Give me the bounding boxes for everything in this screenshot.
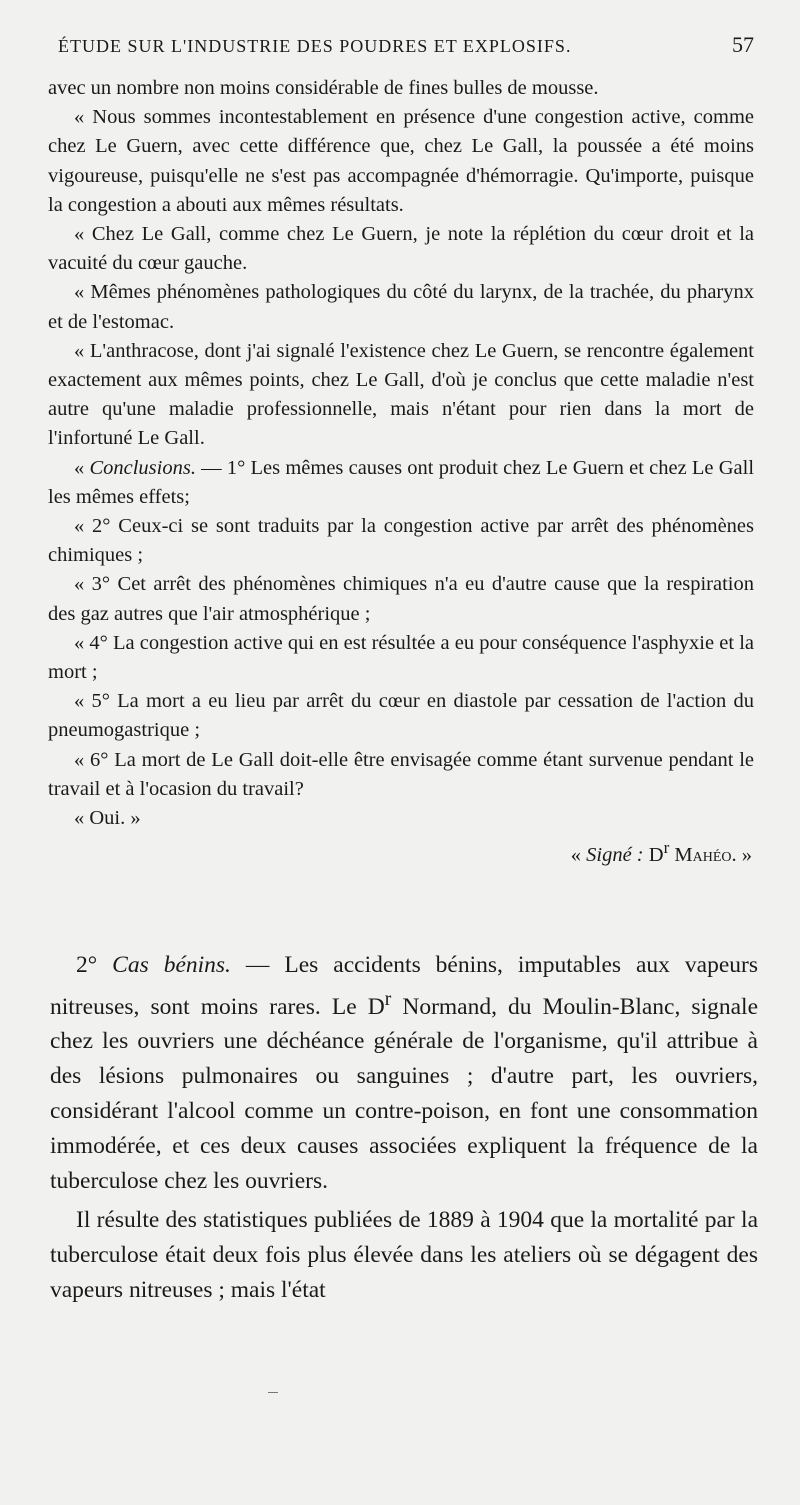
quote-paragraph: « L'anthracose, dont j'ai signalé l'existence chez Le Guern, se rencontre également exactement aux mêmes points, chez Le Gall, d'où je conclus que cette maladie n'est autre qu'une maladie professionnelle, mais n'étant pour rien dans la mort de l'infortuné Le Gall. [48,339,754,450]
quote-paragraph: avec un nombre non moins considérable de fines bulles de mousse. [48,77,599,99]
section-title: Cas bénins. [112,952,231,978]
stray-mark [268,1392,278,1393]
signature-line: « Signé : $D^r$ Mahéo. » [570,838,752,867]
running-header [58,32,754,58]
statistics-paragraph: Il résulte des statistiques publiées de 1889 à 1904 que la mortalité par la tuberculose était deux fois plus élevée dans les ateliers où se dégagent des vapeurs nitreuses ; mais l'état [50,1207,758,1303]
benign-cases-paragraph: 2° Cas bénins. — Les accidents bénins, imputables aux vapeurs nitreuses, sont moins rares. Le $D^r$ Normand, du Moulin-Blanc, signale chez les ouvriers une déchéance générale de l'organisme, qu'il attribue à des lésions pulmonaires ou sanguines ; d'autre part, les ouvriers, considérant l'alcool comme un contre-poison, en font une consommation immodérée, et ces deux causes associées expliquent la fréquence de la tuberculose chez les ouvriers. [50,952,758,1194]
signature-label: Signé : [586,844,644,867]
quote-paragraph: « Chez Le Gall, comme chez Le Guern, je note la réplétion du cœur droit et la vacuité du cœur gauche. [48,223,754,275]
conclusion-item: « 5° La mort a eu lieu par arrêt du cœur en diastole par cessation de l'action du pneumogastrique ; [48,690,754,742]
conclusion-item: « 3° Cet arrêt des phénomènes chimiques n'a eu d'autre cause que la respiration des gaz autres que l'air atmosphérique ; [48,573,754,625]
main-text [50,948,758,1308]
quote-paragraph: « Mêmes phénomènes pathologiques du côté du larynx, de la trachée, du pharynx et de l'estomac. [48,281,754,333]
conclusion-item: « 2° Ceux-ci se sont traduits par la congestion active par arrêt des phénomènes chimiques ; [48,515,754,567]
conclusions-label: Conclusions. [89,456,196,479]
signatory-name: Mahéo. [669,844,737,867]
conclusion-item: « 4° La congestion active qui en est résultée a eu pour conséquence l'asphyxie et la mort ; [48,631,754,684]
conclusions-paragraph: « Conclusions. — 1° Les mêmes causes ont produit chez Le Guern et chez Le Gall les mêmes effets; [48,456,755,508]
quoted-report [48,74,754,870]
quote-paragraph: « Nous sommes incontestablement en présence d'une congestion active, comme chez Le Guern, avec cette différence que, chez Le Gall, la poussée a été moins vigoureuse, puisqu'elle ne s'est pas accompagnée d'hémorragie. Qu'importe, puisque la congestion a abouti aux mêmes résultats. [48,106,754,216]
conclusion-item: « 6° La mort de Le Gall doit-elle être envisagée comme étant survenue pendant le travail et à l'ocasion du travail? [48,748,754,800]
quote-answer: « Oui. » [74,807,141,830]
page-number: 57 [732,32,754,57]
running-title: ÉTUDE SUR L'INDUSTRIE DES POUDRES ET EXPLOSIFS. [58,36,572,56]
